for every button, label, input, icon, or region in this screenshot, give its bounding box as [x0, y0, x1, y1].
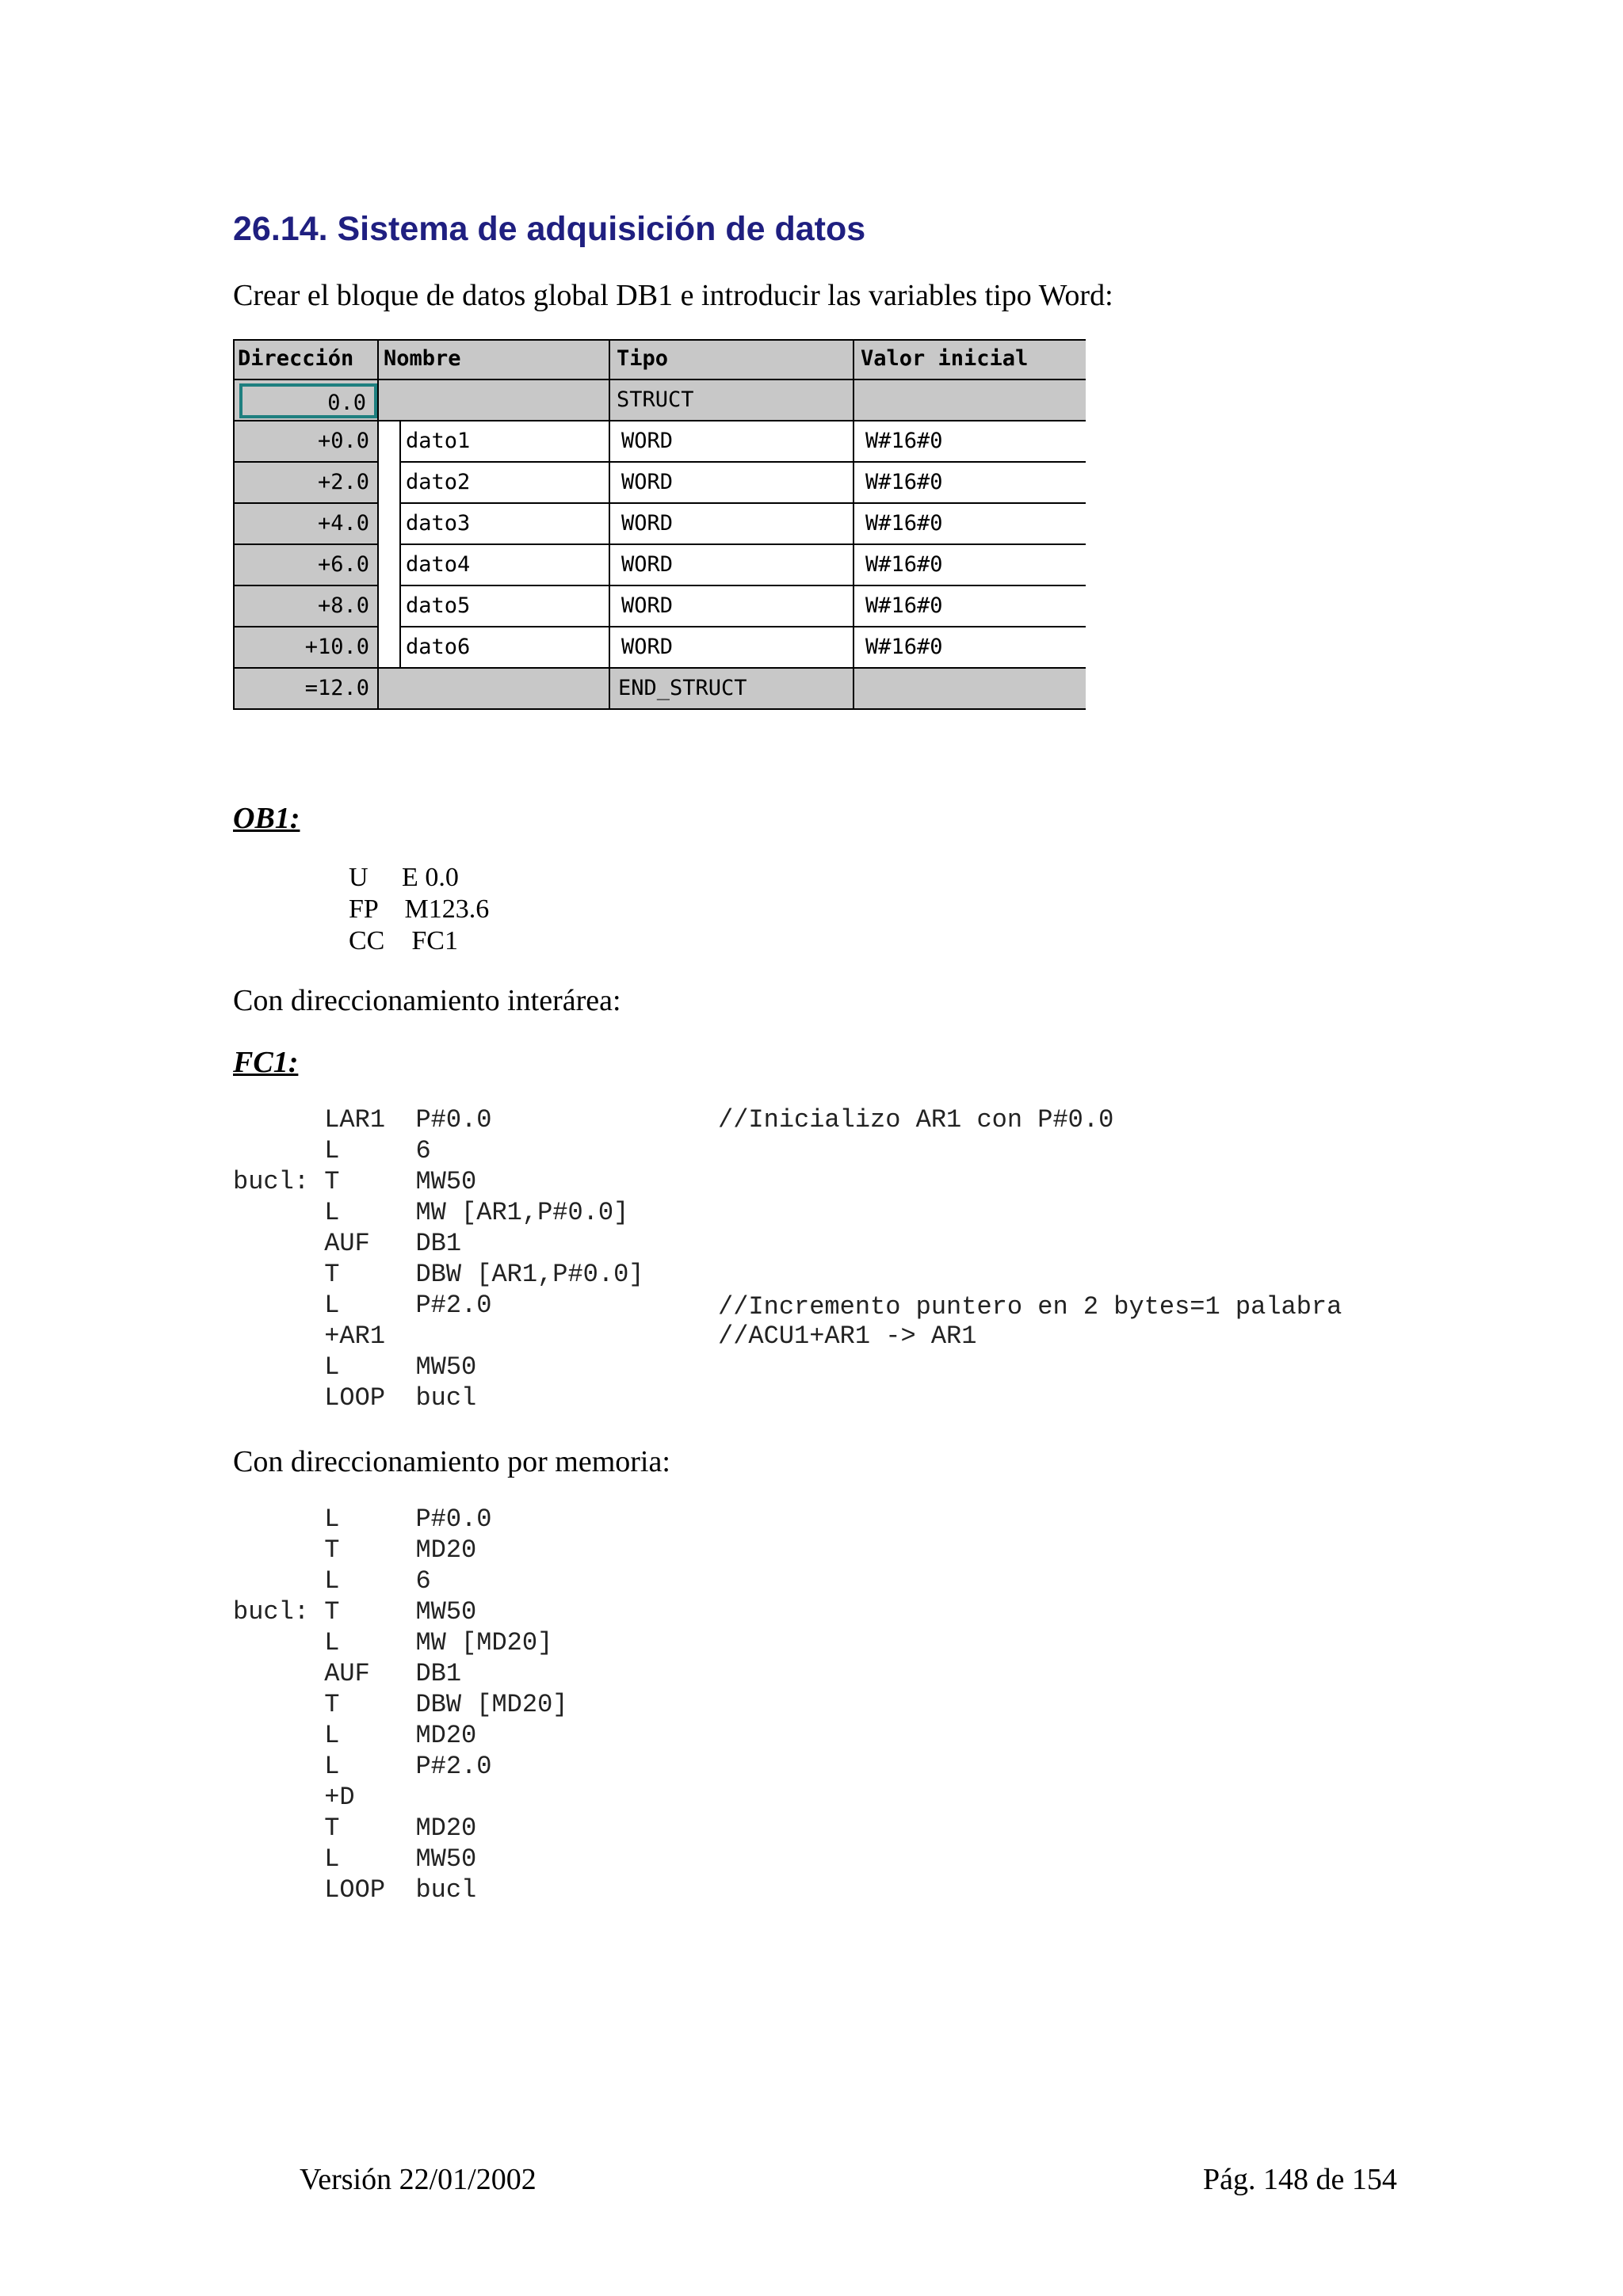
col-header-initial-value: Valor inicial [861, 346, 1029, 371]
type-cell[interactable]: WORD [617, 504, 859, 545]
code-line: L P#2.0 [233, 1291, 492, 1320]
grid-line [233, 585, 377, 586]
address-cell[interactable]: +8.0 [233, 586, 377, 627]
code-line: LOOP bucl [233, 1875, 477, 1905]
code-line: L MW50 [233, 1844, 477, 1874]
code-line: LOOP bucl [233, 1383, 477, 1413]
grid-line [233, 379, 1086, 380]
initial-value-cell[interactable]: W#16#0 [861, 504, 1086, 545]
code-line: L MW [AR1,P#0.0] [233, 1198, 629, 1227]
memory-label: Con direccionamiento por memoria: [233, 1445, 670, 1478]
grid-line [609, 339, 610, 710]
code-line: AUF DB1 [233, 1659, 462, 1688]
table-row[interactable] [233, 669, 1086, 710]
table-row[interactable] [233, 463, 1086, 504]
code-comment: //Incremento puntero en 2 bytes=1 palabra [718, 1292, 1342, 1322]
code-line: L P#2.0 [233, 1752, 492, 1781]
intro-text: Crear el bloque de datos global DB1 e introducir las variables tipo Word: [233, 279, 1113, 312]
code-line: +AR1 [233, 1322, 386, 1351]
table-row[interactable] [233, 586, 1086, 627]
address-cell[interactable]: +4.0 [233, 504, 377, 545]
selected-address-cell[interactable]: 0.0 [239, 383, 377, 418]
type-cell[interactable]: WORD [617, 627, 859, 669]
footer-version: Versión 22/01/2002 [300, 2163, 537, 2196]
code-line: L MD20 [233, 1721, 477, 1750]
grid-line [233, 708, 1086, 710]
address-cell[interactable]: +2.0 [233, 463, 377, 504]
grid-line [233, 339, 235, 710]
grid-line [233, 420, 1086, 421]
type-cell[interactable]: WORD [617, 421, 859, 463]
address-cell[interactable]: +0.0 [233, 421, 377, 463]
grid-line [233, 667, 1086, 669]
name-cell[interactable] [384, 669, 610, 710]
struct-bracket-line [399, 420, 401, 669]
type-cell[interactable]: WORD [617, 463, 859, 504]
code-line: T DBW [MD20] [233, 1690, 568, 1719]
fc1-heading: FC1: [233, 1046, 299, 1079]
ob1-heading: OB1: [233, 802, 300, 835]
table-row[interactable] [233, 380, 1086, 421]
code-line: T MD20 [233, 1535, 477, 1565]
grid-line [401, 543, 1086, 545]
name-cell[interactable]: dato1 [401, 421, 615, 463]
code-line: bucl: T MW50 [233, 1597, 477, 1627]
name-cell[interactable]: dato3 [401, 504, 615, 545]
grid-line [233, 339, 1086, 341]
col-header-name: Nombre [384, 346, 461, 371]
address-cell[interactable]: +10.0 [233, 627, 377, 669]
table-row[interactable] [233, 504, 1086, 545]
code-line: AUF DB1 [233, 1229, 462, 1258]
code-comment: //Inicializo AR1 con P#0.0 [718, 1105, 1114, 1135]
grid-line [233, 502, 377, 504]
table-row[interactable] [233, 627, 1086, 669]
grid-line [401, 585, 1086, 586]
code-line: LAR1 P#0.0 [233, 1105, 492, 1135]
address-cell[interactable]: +6.0 [233, 545, 377, 586]
db1-table [233, 339, 1086, 710]
table-row[interactable] [233, 421, 1086, 463]
initial-value-cell[interactable]: W#16#0 [861, 586, 1086, 627]
initial-value-cell[interactable] [861, 380, 1083, 421]
initial-value-cell[interactable] [861, 669, 1083, 710]
initial-value-cell[interactable]: W#16#0 [861, 627, 1086, 669]
name-cell[interactable]: dato6 [401, 627, 615, 669]
type-cell[interactable]: END_STRUCT [618, 676, 747, 700]
initial-value-cell[interactable]: W#16#0 [861, 463, 1086, 504]
code-line: bucl: T MW50 [233, 1167, 477, 1196]
type-cell[interactable]: STRUCT [617, 387, 694, 412]
interarea-label: Con direccionamiento interárea: [233, 984, 621, 1017]
code-line: T MD20 [233, 1814, 477, 1843]
code-line: +D [233, 1783, 355, 1812]
code-line: T DBW [AR1,P#0.0] [233, 1260, 644, 1289]
code-line: L P#0.0 [233, 1505, 492, 1534]
address-cell[interactable]: =12.0 [304, 676, 369, 700]
col-header-type: Tipo [617, 346, 669, 371]
ob1-line: U E 0.0 [349, 863, 459, 892]
footer-page-number: Pág. 148 de 154 [1203, 2163, 1397, 2196]
name-cell[interactable]: dato2 [401, 463, 615, 504]
grid-line [401, 626, 1086, 627]
code-line: L MW [MD20] [233, 1628, 553, 1657]
name-cell[interactable]: dato5 [401, 586, 615, 627]
grid-line [233, 543, 377, 545]
ob1-line: FP M123.6 [349, 894, 490, 924]
initial-value-cell[interactable]: W#16#0 [861, 545, 1086, 586]
code-line: L MW50 [233, 1352, 477, 1382]
code-line: L 6 [233, 1136, 431, 1165]
grid-line [401, 461, 1086, 463]
grid-line [233, 461, 377, 463]
grid-line [401, 502, 1086, 504]
name-cell[interactable]: dato4 [401, 545, 615, 586]
table-row[interactable] [233, 545, 1086, 586]
grid-line [233, 626, 377, 627]
grid-line [853, 339, 854, 710]
table-header-row [233, 339, 1086, 380]
initial-value-cell[interactable]: W#16#0 [861, 421, 1086, 463]
code-comment: //ACU1+AR1 -> AR1 [718, 1322, 977, 1351]
grid-line [377, 339, 379, 710]
section-title: 26.14. Sistema de adquisición de datos [233, 210, 866, 248]
code-line: L 6 [233, 1566, 431, 1596]
col-header-address: Dirección [238, 346, 354, 371]
ob1-line: CC FC1 [349, 926, 458, 955]
type-cell[interactable]: WORD [617, 545, 859, 586]
name-cell[interactable] [384, 380, 610, 421]
type-cell[interactable]: WORD [617, 586, 859, 627]
